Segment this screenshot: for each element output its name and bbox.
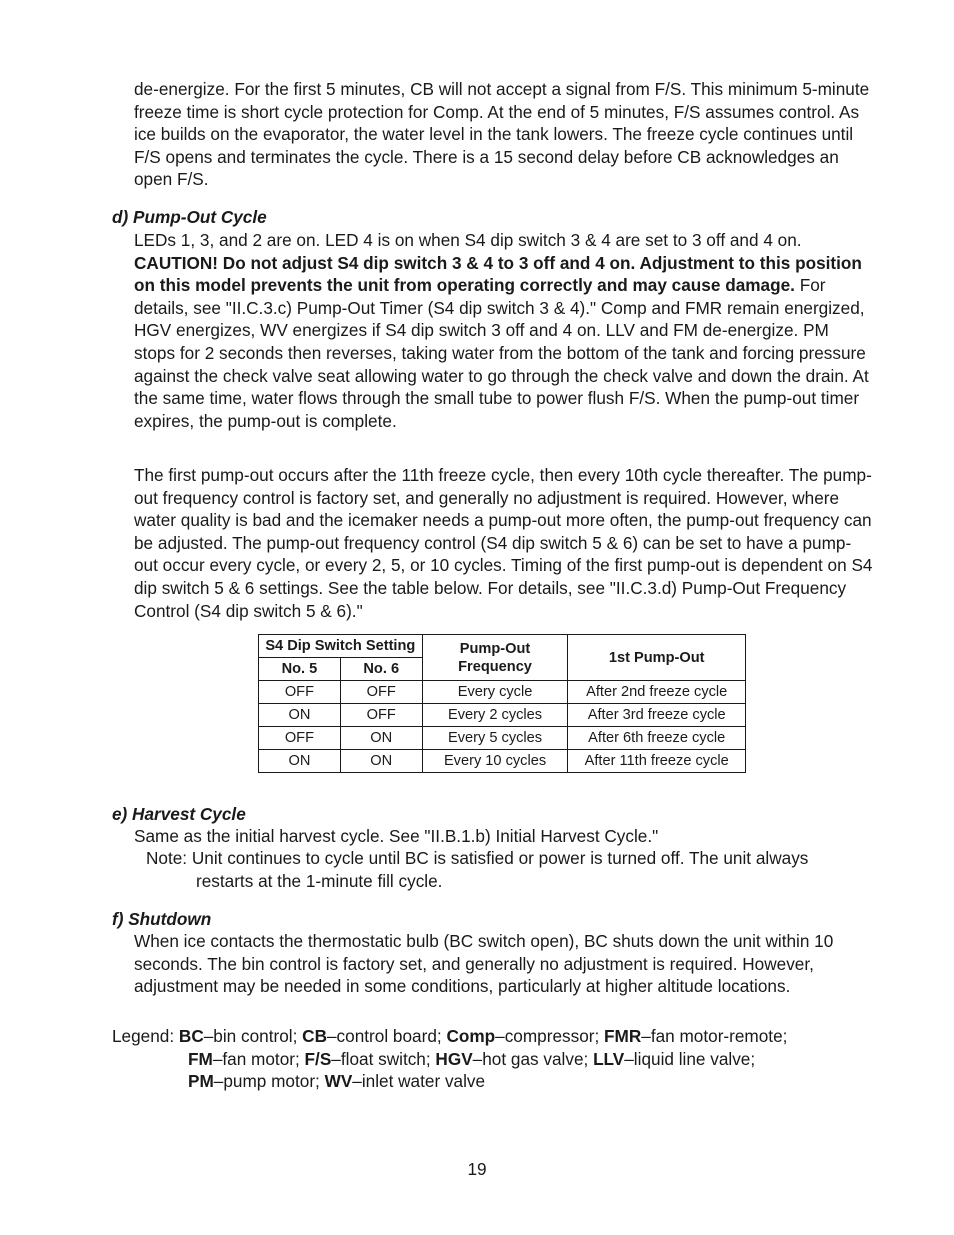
harvest-text: Same as the initial harvest cycle. See "II.B.1.b) Initial Harvest Cycle.": [134, 826, 659, 846]
cell-no5: OFF: [259, 681, 341, 704]
pump-out-frequency-table: [258, 634, 746, 773]
note-label: Note:: [146, 848, 188, 868]
first-pump-out-header: 1st Pump-Out: [568, 635, 746, 681]
harvest-heading: e) Harvest Cycle: [112, 804, 246, 824]
pump-out-intro: LEDs 1, 3, and 2 are on. LED 4 is on when S4 dip switch 3 & 4 are set to 3 off and 4 on.: [134, 230, 802, 250]
s4-dip-switch-header: S4 Dip Switch Setting: [259, 635, 423, 658]
cell-frequency: Every 5 cycles: [422, 727, 568, 750]
cell-first-pump-out: After 11th freeze cycle: [568, 750, 746, 773]
note-line-2: restarts at the 1-minute fill cycle.: [196, 871, 443, 891]
intro-paragraph: de-energize. For the first 5 minutes, CB will not accept a signal from F/S. This minimum 5-minute freeze time is short cycle protection for Comp. At the end of 5 minutes, F/S assumes control. As ice builds on the evaporator, the water level in the tank lowers. The freeze cycle continues until F/S opens and terminates the cycle. There is a 15 second delay before CB acknowledges an open F/S.: [134, 79, 870, 190]
table-row: [259, 750, 746, 773]
table-row: [259, 704, 746, 727]
caution-text: CAUTION! Do not adjust S4 dip switch 3 & 4 to 3 off and 4 on. Adjustment to this position on this model prevents the unit from operating correctly and may cause damage.: [134, 252, 862, 296]
pump-out-paragraph-1: [134, 229, 874, 432]
page-number: 19: [467, 1159, 487, 1179]
legend: Legend: BC–bin control; CB–control board; Comp–compressor; FMR–fan motor-remote; FM–fan motor; F/S–float switch; HGV–hot gas valve; LLV–liquid line valve; PM–pump motor; WV–inlet water valve: [112, 1026, 788, 1092]
table-row: [259, 727, 746, 750]
cell-first-pump-out: After 6th freeze cycle: [568, 727, 746, 750]
cell-frequency: Every 10 cycles: [422, 750, 568, 773]
table-row: [259, 681, 746, 704]
cell-first-pump-out: After 3rd freeze cycle: [568, 704, 746, 727]
cell-no5: OFF: [259, 727, 341, 750]
cell-frequency: Every 2 cycles: [422, 704, 568, 727]
no5-header: No. 5: [259, 658, 341, 681]
shutdown-text: When ice contacts the thermostatic bulb (BC switch open), BC shuts down the unit within 10 seconds. The bin control is factory set, and generally no adjustment is required. However, adjustment may be needed in some conditions, particularly at higher altitude locations.: [134, 931, 834, 997]
cell-no5: ON: [259, 704, 341, 727]
no6-header: No. 6: [340, 658, 422, 681]
note-line-1: Unit continues to cycle until BC is satisfied or power is turned off. The unit always: [191, 848, 809, 868]
cell-no6: OFF: [340, 681, 422, 704]
shutdown-heading: f) Shutdown: [112, 909, 212, 929]
legend-label: Legend:: [112, 1026, 175, 1046]
cell-no6: ON: [340, 750, 422, 773]
cell-no6: OFF: [340, 704, 422, 727]
pump-out-paragraph-2: The first pump-out occurs after the 11th freeze cycle, then every 10th cycle thereafter. The pump-out frequency control is factory set, and generally no adjustment is required. However, where water quality is bad and the icemaker needs a pump-out more often, the pump-out frequency can be adjusted. The pump-out frequency control (S4 dip switch 5 & 6) can be set to have a pump-out occur every cycle, or every 2, 5, or 10 cycles. Timing of the first pump-out is dependent on S4 dip switch 5 & 6 settings. See the table below. For details, see "II.C.3.d) Pump-Out Frequency Control (S4 dip switch 5 & 6).": [134, 465, 873, 621]
pump-out-heading: d) Pump-Out Cycle: [112, 207, 267, 227]
cell-first-pump-out: After 2nd freeze cycle: [568, 681, 746, 704]
harvest-note: [146, 847, 808, 870]
cell-no5: ON: [259, 750, 341, 773]
pump-out-details: For details, see "II.C.3.c) Pump-Out Timer (S4 dip switch 3 & 4)." Comp and FMR remain energized, HGV energizes, WV energizes if S4 dip switch 3 off and 4 on. LLV and FM de-energize. PM stops for 2 seconds then reverses, taking water from the bottom of the tank and forcing pressure against the check valve seat allowing water to go through the check valve and down the drain. At the same time, water flows through the small tube to power flush F/S. When the pump-out timer expires, the pump-out is complete.: [134, 275, 869, 431]
pump-out-frequency-header: Pump-Out Frequency: [422, 635, 568, 681]
cell-frequency: Every cycle: [422, 681, 568, 704]
cell-no6: ON: [340, 727, 422, 750]
